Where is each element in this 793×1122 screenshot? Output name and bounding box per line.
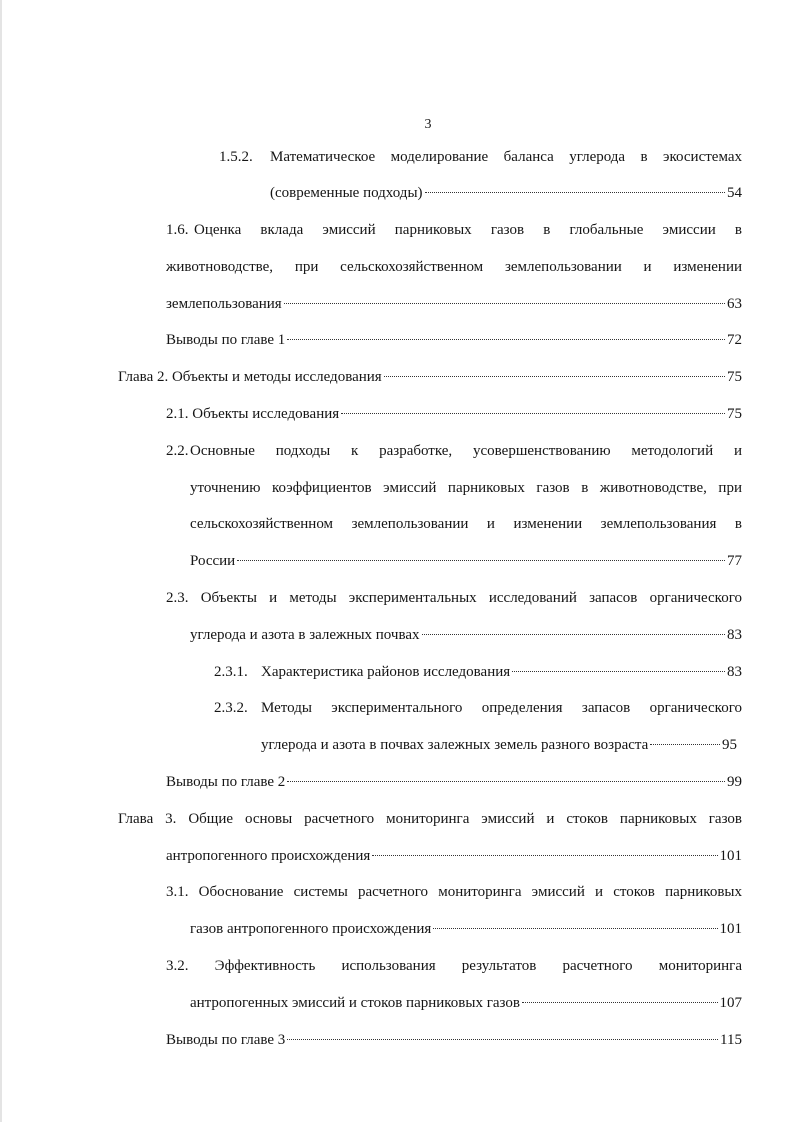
- toc-page-number: 115: [720, 1032, 742, 1048]
- toc-entry-text: 3.2. Эффективность использования результатов расчетного мониторинга: [166, 958, 742, 974]
- toc-entry-text: Выводы по главе 3: [166, 1032, 286, 1048]
- scan-edge: [0, 0, 2, 1122]
- toc-entry-number: 1.6.: [166, 222, 189, 238]
- toc-entry-line[interactable]: [166, 294, 742, 314]
- toc-entry-line[interactable]: [190, 551, 742, 571]
- leader-dots: [287, 339, 725, 340]
- leader-dots: [284, 303, 725, 304]
- leader-dots: [425, 192, 725, 193]
- toc-page-number: 63: [727, 296, 742, 312]
- toc-entry-text: Основные подходы к разработке, усовершенствованию методологий и: [190, 443, 742, 459]
- toc-entry-text: углерода и азота в почвах залежных земель разного возраста: [261, 737, 649, 753]
- toc-entry-text: уточнению коэффициентов эмиссий парниковых газов в животноводстве, при: [190, 480, 742, 496]
- toc-entry-text: 2.1. Объекты исследования: [166, 406, 340, 422]
- toc-entry-number: 2.3.1.: [214, 664, 248, 680]
- toc-entry-line[interactable]: [166, 1030, 742, 1050]
- leader-dots: [372, 855, 717, 856]
- toc-entry-text: землепользования: [166, 296, 282, 312]
- toc-entry-text: Характеристика районов исследования: [261, 664, 511, 680]
- leader-dots: [650, 744, 720, 745]
- toc-entry-line[interactable]: [190, 993, 742, 1013]
- toc-page-number: 83: [727, 627, 742, 643]
- toc-page-number: 95: [722, 737, 737, 753]
- toc-page-number: 77: [727, 553, 742, 569]
- toc-page-number: 72: [727, 332, 742, 348]
- toc-chapter-line[interactable]: [118, 367, 742, 387]
- toc-entry-text: углерода и азота в залежных почвах: [190, 627, 420, 643]
- toc-page-number: 83: [727, 664, 742, 680]
- toc-chapter-text: антропогенного происхождения: [166, 848, 371, 864]
- toc-entry-line[interactable]: [270, 183, 742, 203]
- toc-entry-text: газов антропогенного происхождения: [190, 921, 432, 937]
- toc-entry-text: антропогенных эмиссий и стоков парниковых газов: [190, 995, 520, 1011]
- toc-entry-text: Методы экспериментального определения запасов органического: [261, 700, 742, 716]
- leader-dots: [512, 671, 725, 672]
- toc-entry-number: 1.5.2.: [219, 149, 253, 165]
- toc-page-number: 101: [719, 848, 742, 864]
- toc-entry-line[interactable]: [166, 330, 742, 350]
- toc-chapter-line[interactable]: [166, 846, 742, 866]
- toc-page-number: 99: [727, 774, 742, 790]
- toc-entry-text: Выводы по главе 1: [166, 332, 286, 348]
- toc-chapter-text: Глава 3. Общие основы расчетного мониторинга эмиссий и стоков парниковых газов: [118, 811, 742, 827]
- page-number: 3: [424, 117, 432, 132]
- leader-dots: [422, 634, 726, 635]
- leader-dots: [522, 1002, 718, 1003]
- toc-entry-text: сельскохозяйственном землепользовании и изменении землепользования в: [190, 516, 742, 532]
- leader-dots: [287, 781, 725, 782]
- toc-entry-number: 2.2.: [166, 443, 189, 459]
- toc-entry-number: 2.3.2.: [214, 700, 248, 716]
- leader-dots: [287, 1039, 718, 1040]
- toc-page-number: 54: [727, 185, 742, 201]
- toc-entry-line[interactable]: [261, 662, 742, 682]
- leader-dots: [384, 376, 725, 377]
- toc-entry-text: 3.1. Обоснование системы расчетного мониторинга эмиссий и стоков парниковых: [166, 884, 742, 900]
- toc-entry-text: Математическое моделирование баланса углерода в экосистемах: [270, 149, 742, 165]
- toc-entry-line[interactable]: [166, 404, 742, 424]
- toc-page-number: 101: [719, 921, 742, 937]
- toc-entry-text: 2.3. Объекты и методы экспериментальных исследований запасов органического: [166, 590, 742, 606]
- toc-entry-text: Оценка вклада эмиссий парниковых газов в глобальные эмиссии в: [194, 222, 742, 238]
- toc-chapter-text: Глава 2. Объекты и методы исследования: [118, 369, 382, 385]
- toc-entry-text: Выводы по главе 2: [166, 774, 286, 790]
- toc-entry-line[interactable]: [190, 625, 742, 645]
- toc-entry-text: (современные подходы): [270, 185, 423, 201]
- toc-entry-text: России: [190, 553, 236, 569]
- toc-entry-line[interactable]: [261, 735, 737, 755]
- toc-page-number: 107: [719, 995, 742, 1011]
- toc-page-number: 75: [727, 406, 742, 422]
- toc-entry-text: животноводстве, при сельскохозяйственном землепользовании и изменении: [166, 259, 742, 275]
- leader-dots: [433, 928, 717, 929]
- leader-dots: [341, 413, 725, 414]
- toc-page-number: 75: [727, 369, 742, 385]
- leader-dots: [237, 560, 725, 561]
- toc-entry-line[interactable]: [166, 772, 742, 792]
- toc-entry-line[interactable]: [190, 919, 742, 939]
